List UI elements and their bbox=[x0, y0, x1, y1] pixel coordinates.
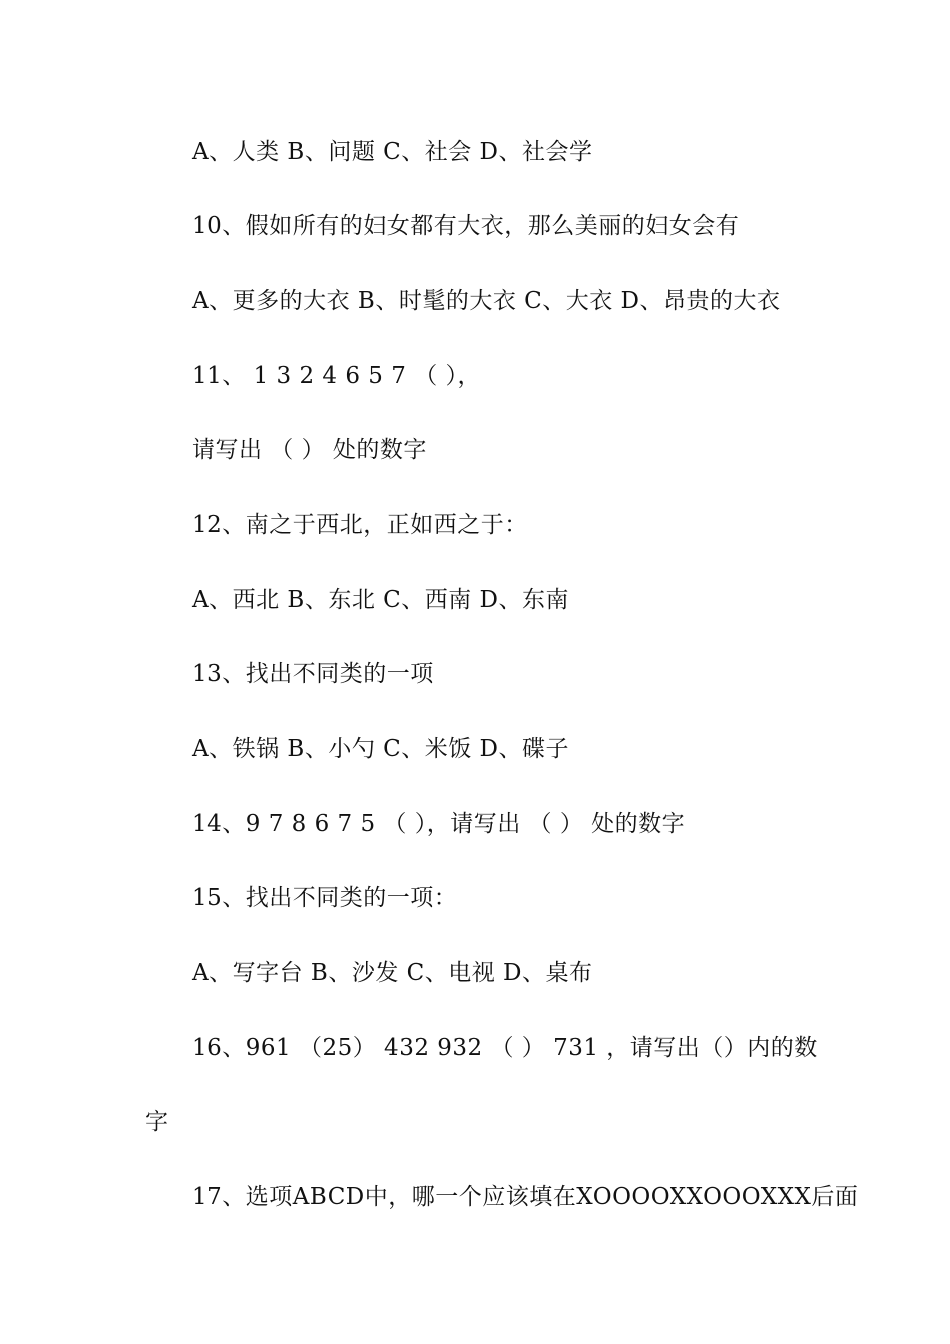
q16-question-continuation: 字 bbox=[145, 1109, 169, 1135]
q12-question: 12、南之于西北，正如西之于： bbox=[192, 512, 528, 538]
q9-options: A、人类 B、问题 C、社会 D、社会学 bbox=[192, 139, 593, 165]
q11-instruction: 请写出 （ ） 处的数字 bbox=[192, 437, 427, 463]
q10-options: A、更多的大衣 B、时髦的大衣 C、大衣 D、昂贵的大衣 bbox=[192, 288, 781, 314]
q13-options: A、铁锅 B、小勺 C、米饭 D、碟子 bbox=[192, 736, 569, 762]
q13-question: 13、找出不同类的一项 bbox=[192, 661, 434, 687]
q15-options: A、写字台 B、沙发 C、电视 D、桌布 bbox=[192, 960, 593, 986]
q12-options: A、西北 B、东北 C、西南 D、东南 bbox=[192, 587, 569, 613]
q15-question: 15、找出不同类的一项： bbox=[192, 885, 458, 911]
q16-question: 16、961 （25） 432 932 （ ） 731 ，请写出（）内的数 bbox=[192, 1035, 818, 1061]
q10-question: 10、假如所有的妇女都有大衣，那么美丽的妇女会有 bbox=[192, 213, 740, 239]
q17-question: 17、选项ABCD中，哪一个应该填在XOOOOXXOOOXXX后面 bbox=[192, 1184, 859, 1210]
q11-sequence: 11、 1 3 2 4 6 5 7 （ ）， bbox=[192, 363, 481, 389]
q14-question: 14、9 7 8 6 7 5 （ ），请写出 （ ） 处的数字 bbox=[192, 811, 686, 837]
